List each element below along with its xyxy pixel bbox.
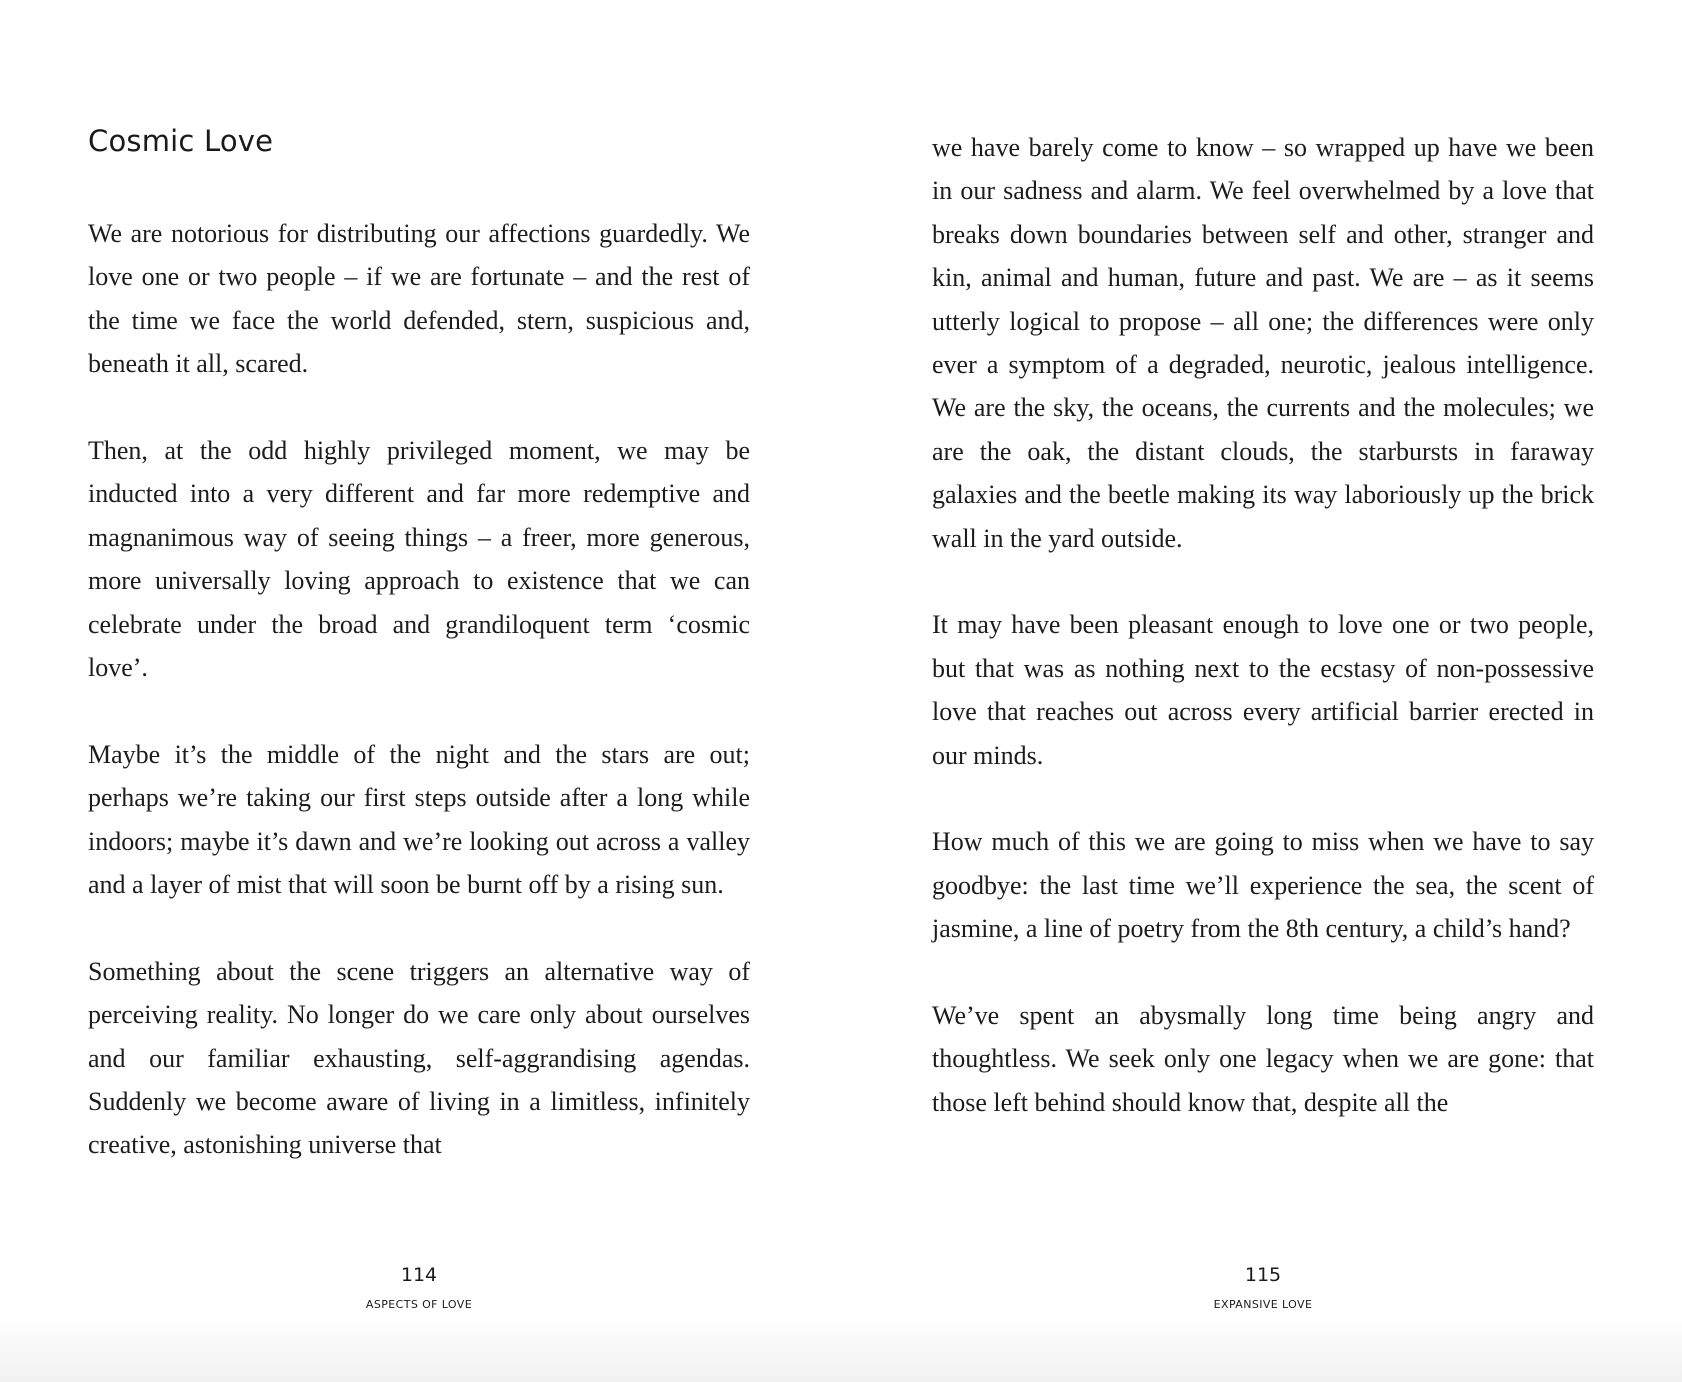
left-page: [88, 0, 750, 1382]
paragraph: Something about the scene triggers an alternative way of perceiving reality. No longer do we care only about ourselves and our familiar exhausting, self-aggrandising agendas. Suddenly we become aware of living in a limitless, infinitely creative, astonishing universe that: [88, 956, 750, 1160]
page-number: 114: [400, 1264, 438, 1286]
paragraph: We’ve spent an abysmally long time being angry and thoughtless. We seek only one legacy when we are gone: that those left behind should know that, despite all the: [932, 1001, 1594, 1117]
right-page: [932, 0, 1594, 1382]
paragraph: Then, at the odd highly privileged moment, we may be inducted into a very different and far more redemptive and magnanimous way of seeing things – a freer, more generous, more universally loving approach to existence that we can celebrate under the broad and grandiloquent term ‘cosmic love’.: [88, 436, 750, 683]
left-page-body: [88, 212, 750, 1167]
running-footer: ASPECTS OF LOVE: [365, 1298, 473, 1311]
paragraph: We are notorious for distributing our affections guardedly. We love one or two people – if we are fortunate – and the rest of the time we face the world defended, stern, suspicious and, beneath it all, scared.: [88, 219, 750, 379]
paragraph: It may have been pleasant enough to love one or two people, but that was as nothing next to the ecstasy of non-possessive love that reaches out across every artificial barrier erected in our minds.: [932, 610, 1594, 770]
paragraph: How much of this we are going to miss when we have to say goodbye: the last time we’ll experience the sea, the scent of jasmine, a line of poetry from the 8th century, a child’s hand?: [932, 827, 1594, 944]
chapter-title: Cosmic Love: [88, 124, 274, 158]
paragraph: Maybe it’s the middle of the night and the stars are out; perhaps we’re taking our first steps outside after a long while indoors; maybe it’s dawn and we’re looking out across a valley and a layer of mist that will soon be burnt off by a rising sun.: [88, 739, 750, 900]
paragraph: we have barely come to know – so wrapped up have we been in our sadness and alarm. We feel overwhelmed by a love that breaks down boundaries between self and other, stranger and kin, animal and human, future and past. We are – as it seems utterly logical to propose – all one; the differences were only ever a symptom of a degraded, neurotic, jealous intelligence. We are the sky, the oceans, the currents and the molecules; we are the oak, the distant clouds, the starbursts in faraway galaxies and the beetle making its way laboriously up the brick wall in the yard outside.: [932, 133, 1594, 553]
page-number: 115: [1244, 1264, 1282, 1286]
running-footer: EXPANSIVE LOVE: [1213, 1298, 1313, 1311]
right-page-body: [932, 126, 1594, 1124]
